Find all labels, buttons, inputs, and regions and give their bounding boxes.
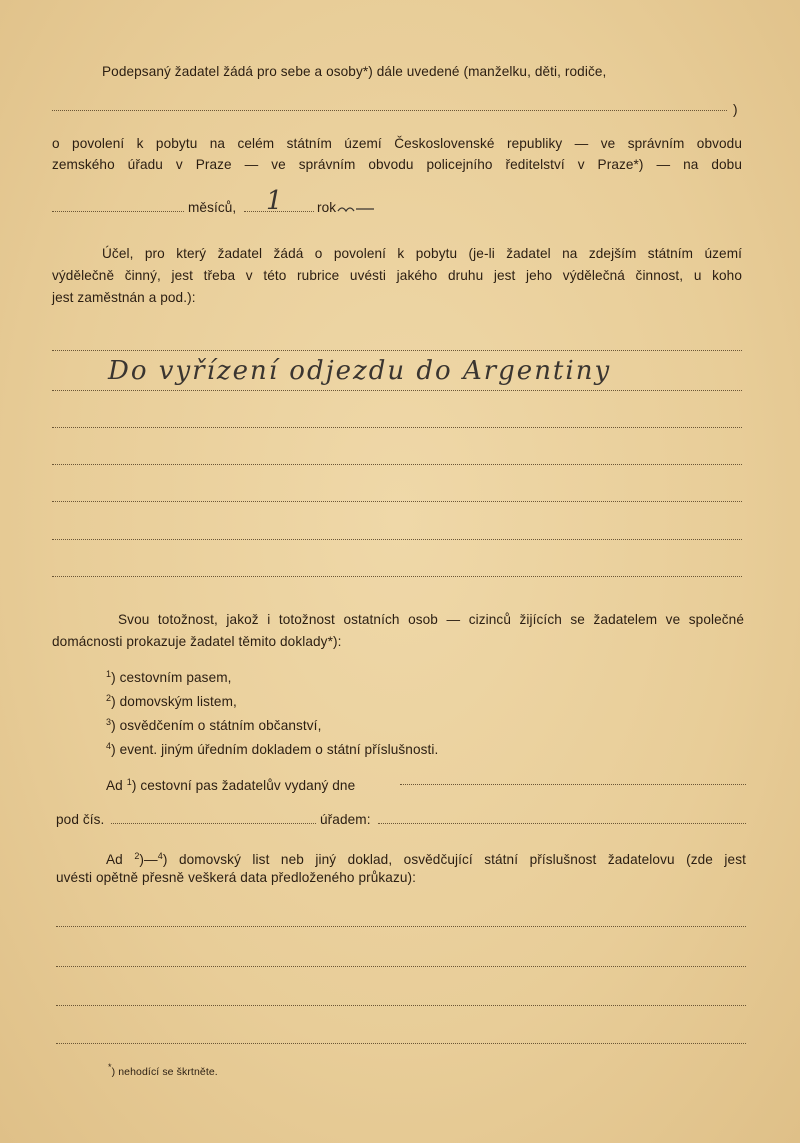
months-field[interactable] [52,211,184,212]
document-item-1: $^1$) cestovním pasem, [106,669,232,685]
permit-text-line2: zemského úřadu v Praze — ve správním obvodu policejního ředitelství v Praze*) — na dobu [52,157,742,172]
document-data-line-2[interactable] [56,966,746,967]
document-item-3: $^3$) osvědčením o státním občanství, [106,717,322,733]
identity-text-line1: Svou totožnost, jakož i totožnost ostatních osob — cizinců žijících se žadatelem ve společné [118,612,744,627]
permit-text-line1: o povolení k pobytu na celém státním území Československé republiky — ve správním obvodu [52,136,742,151]
footnote: *) nehodící se škrtněte. [108,1062,218,1078]
passport-number-field[interactable] [111,823,316,824]
document-data-line-3[interactable] [56,1005,746,1006]
purpose-line-6[interactable] [52,539,742,540]
ad2-text-line2: uvésti opětně přesně veškerá data předloženého průkazu): [56,870,417,885]
pod-cis-label: pod čís. [56,812,105,827]
purpose-line-5[interactable] [52,501,742,502]
purpose-line-7[interactable] [52,576,742,577]
uradem-label: úřadem: [320,812,371,827]
years-label: rok [317,200,337,215]
months-label: měsíců, [188,200,237,215]
document-item-2: $^2$) domovským listem, [106,693,237,709]
handwritten-purpose: Do vyřízení odjezdu do Argentiny [108,356,612,386]
handwritten-years: 1 [266,186,283,216]
document-item-4: $^4$) event. jiným úředním dokladem o státní příslušnosti. [106,741,439,757]
ad2-text-line1: Ad $^2$)—$^4$) domovský list neb jiný doklad, osvědčující státní příslušnost žadatelovu (zde jest [106,851,746,867]
issuing-office-field[interactable] [378,823,746,824]
identity-text-line2: domácnosti prokazuje žadatel těmito doklady*): [52,634,342,649]
purpose-text-line2: výdělečně činný, jest třeba v této rubrice uvésti jakého druhu jest jeho výdělečná činnost, u koho [52,268,742,283]
purpose-line-4[interactable] [52,464,742,465]
purpose-line-1[interactable] [52,350,742,351]
intro-close-paren: ) [733,102,738,117]
passport-date-field[interactable] [400,784,746,785]
handwritten-strike [336,203,376,215]
persons-line[interactable] [52,110,727,111]
ad1-label: Ad $^1$) cestovní pas žadatelův vydaný dne [106,777,356,793]
document-data-line-1[interactable] [56,926,746,927]
document-data-line-4[interactable] [56,1043,746,1044]
purpose-line-3[interactable] [52,427,742,428]
intro-text: Podepsaný žadatel žádá pro sebe a osoby*) dále uvedené (manželku, děti, rodiče, [102,64,607,79]
purpose-text-line1: Účel, pro který žadatel žádá o povolení k pobytu (je-li žadatel na zdejším státním území [102,246,742,261]
purpose-text-line3: jest zaměstnán a pod.): [52,290,196,305]
purpose-line-2[interactable] [52,390,742,391]
